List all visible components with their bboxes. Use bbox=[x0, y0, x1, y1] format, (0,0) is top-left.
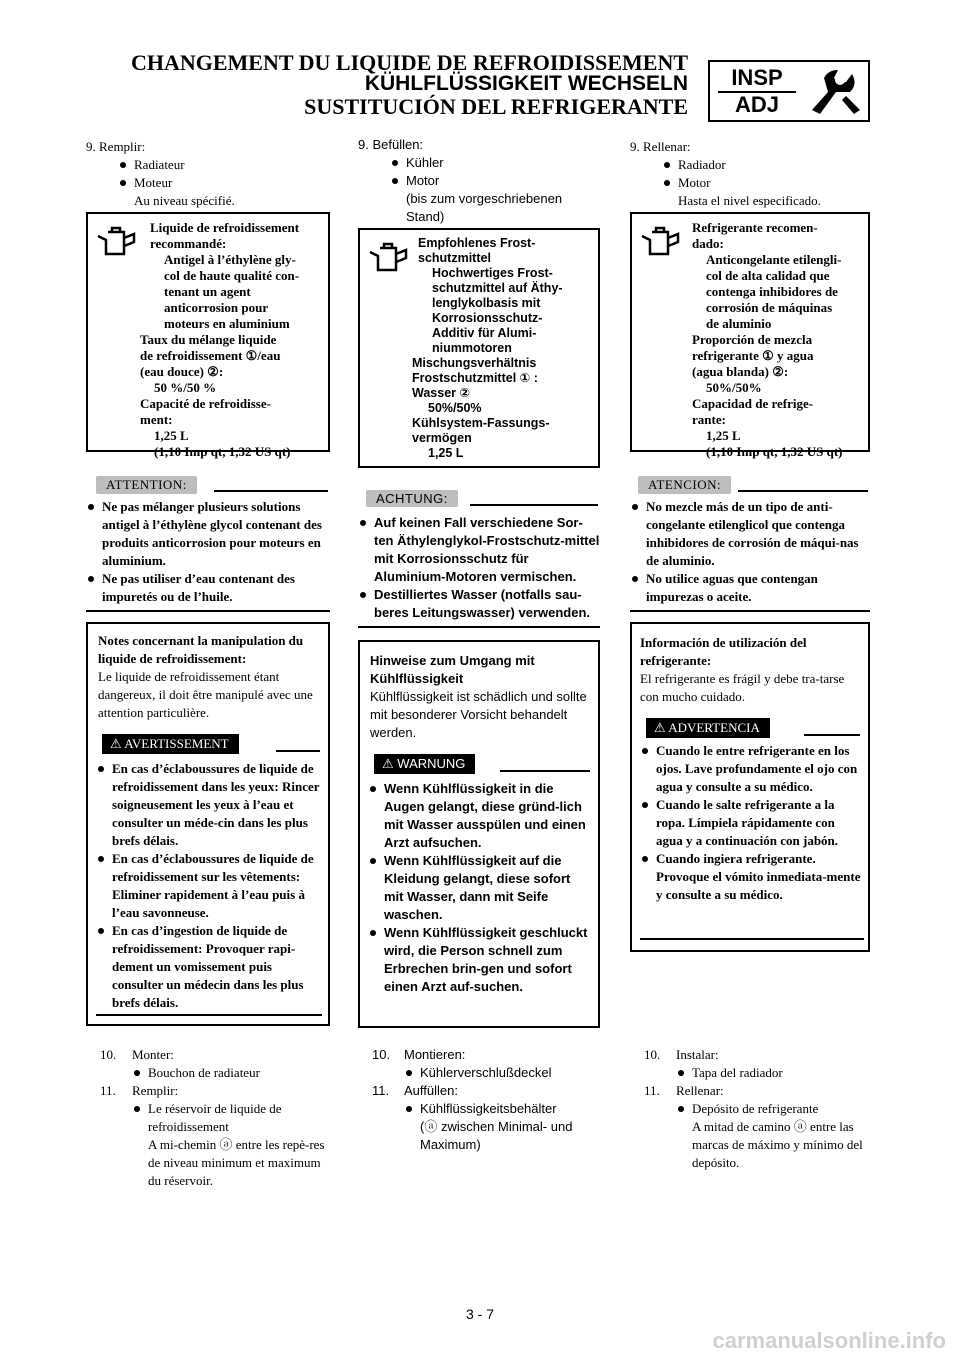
fr-notes-body: Le liquide de refroidissement étant dangereux, il doit être manipulé avec une attention particulière. bbox=[98, 669, 313, 720]
fr-warning-text: En cas d’éclaboussures de liquide de refroidissement dans les yeux: Rincer soigneusement les yeux à l’eau et consulter un méde-cin dans les plus brefs délais. En cas d’éclaboussures de liquide de refroidissement sur les vêtements: Eliminer rapidement à l’eau puis à l’eau savonneuse. En cas d’ingestion de liquide de refroidissement: Provoquer rapi-dement un vomissement puis consulter un médecin dans les plus brefs délais. bbox=[96, 760, 322, 1012]
de-caution-end-rule bbox=[358, 626, 600, 628]
fr-caution-text: Ne pas mélanger plusieurs solutions antigel à l’éthylène glycol contenant des produits anticorrosion pour moteurs en aluminium. Ne pas utiliser d’eau contenant des impuretés ou de l’huile. bbox=[86, 498, 330, 606]
es-warning-end-rule bbox=[640, 938, 864, 940]
fr-warning-label: ⚠ AVERTISSEMENT bbox=[102, 734, 239, 754]
fr-spec-text: Liquide de refroidissement recommandé: Antigel à l’éthylène gly- col de haute qualité con- tenant un agent anticorrosion pour moteurs en aluminium Taux du mélange liquide de refroidissement ①/eau (eau douce) ②: 50 %/50 % Capacité de refroidisse- ment: 1,25 L (1,10 Imp qt, 1,32 US qt) bbox=[140, 220, 300, 459]
fr-spec-box bbox=[86, 212, 330, 459]
de-notes-title: Hinweise zum Umgang mit Kühlflüssigkeit bbox=[370, 653, 535, 686]
es-caution-label: ATENCION: bbox=[638, 476, 731, 494]
es-caution-text: No mezcle más de un tipo de anti-congelante etilenglicol que contenga inhibidores de corrosión de máqui-nas de aluminio. No utilice aguas que contengan impurezas o aceite. bbox=[630, 498, 870, 606]
es-caution-rule bbox=[738, 490, 868, 492]
badge-insp: INSP bbox=[718, 66, 796, 93]
de-warning-label: ⚠ WARNUNG bbox=[374, 754, 475, 774]
title-de: KÜHLFLÜSSIGKEIT WECHSELN bbox=[364, 72, 688, 95]
fr-caution-end-rule bbox=[86, 610, 330, 612]
warning-triangle-icon: ⚠ bbox=[654, 720, 669, 735]
fr-notes-title: Notes concernant la manipulation du liquide de refroidissement: bbox=[98, 633, 304, 666]
title-es: SUSTITUCIÓN DEL REFRIGERANTE bbox=[304, 94, 688, 119]
watermark: carmanualsonline.info bbox=[712, 1328, 946, 1353]
es-steps-10-11: 10. Instalar: Tapa del radiador 11. Rellenar: Depósito de refrigerante A mitad de camino ⓐ entre las marcas de máximo y mínimo del depósito. bbox=[644, 1046, 870, 1172]
es-warning-text: Cuando le entre refrigerante en los ojos. Lave profundamente el ojo con agua y consulte a su médico. Cuando le salte refrigerante a la ropa. Límpiela rápidamente con agua y a continuación con jabón. Cuando ingiera refrigerante. Provoque el vómito inmediata-mente y consulte a su médico. bbox=[640, 742, 864, 904]
oil-can-icon bbox=[94, 222, 140, 264]
es-spec-box bbox=[630, 212, 870, 459]
oil-can-icon bbox=[366, 238, 412, 280]
oil-can-icon bbox=[638, 222, 684, 264]
es-warning-label: ⚠ ADVERTENCIA bbox=[646, 718, 770, 738]
warning-triangle-icon: ⚠ bbox=[382, 756, 398, 771]
de-caution-label: ACHTUNG: bbox=[366, 490, 458, 508]
title-fr: CHANGEMENT DU LIQUIDE DE REFROIDISSEMENT bbox=[130, 50, 688, 75]
es-notes-body: El refrigerante es frágil y debe tra-tarse con mucho cuidado. bbox=[640, 671, 845, 704]
es-notes-title: Información de utilización del refrigerante: bbox=[640, 635, 807, 668]
de-warning-rule bbox=[500, 770, 590, 772]
fr-steps-10-11: 10. Monter: Bouchon de radiateur 11. Remplir: Le réservoir de liquide de refroidissement A mi-chemin ⓐ entre les repè-res de niveau minimum et maximum du réservoir. bbox=[100, 1046, 330, 1190]
fr-notes-box bbox=[86, 622, 330, 1026]
de-notes-box bbox=[358, 640, 600, 1028]
fr-caution-rule bbox=[214, 490, 328, 492]
page-number: 3 - 7 bbox=[465, 1306, 494, 1322]
wrench-icon bbox=[806, 66, 864, 116]
badge-adj: ADJ bbox=[734, 92, 779, 117]
fr-step9: 9. Remplir: Radiateur Moteur Au niveau spécifié. bbox=[86, 138, 330, 210]
de-warning-text: Wenn Kühlflüssigkeit in die Augen gelangt, diese gründ-lich mit Wasser ausspülen und einen Arzt aufsuchen. Wenn Kühlflüssigkeit auf die Kleidung gelangt, diese sofort mit Wasser, dann mit Seife waschen. Wenn Kühlflüssigkeit geschluckt wird, die Person schnell zum Erbrechen brin-gen und sofort einen Arzt auf-suchen. bbox=[368, 780, 592, 996]
fr-warning-rule bbox=[276, 750, 320, 752]
es-caution-end-rule bbox=[630, 610, 870, 612]
es-notes-box bbox=[630, 622, 870, 952]
es-step9: 9. Rellenar: Radiador Motor Hasta el nivel especificado. bbox=[630, 138, 870, 210]
de-caution-text: Auf keinen Fall verschiedene Sor-ten Äthylenglykol-Frostschutz-mittel mit Korrosionsschutz für Aluminium-Motoren vermischen. Destilliertes Wasser (notfalls sau-beres Leitungswasser) verwenden. bbox=[358, 514, 600, 622]
de-spec-box bbox=[358, 228, 600, 468]
insp-adj-badge bbox=[708, 60, 870, 122]
warning-triangle-icon: ⚠ bbox=[110, 736, 125, 751]
de-spec-text: Empfohlenes Frost- schutzmittel Hochwertiges Frost- schutzmittel auf Äthy- lenglykolbasis mit Korrosionsschutz- Additiv für Alumi- niummotoren Mischungsverhältnis Frostschutzmittel ① : Wasser ② 50%/50% Kühlsystem-Fassungs- vermögen 1,25 L bbox=[412, 236, 563, 460]
de-notes-body: Kühlflüssigkeit ist schädlich und sollte mit besonderer Vorsicht behandelt werden. bbox=[370, 689, 587, 740]
es-warning-rule bbox=[804, 734, 860, 736]
fr-caution-label: ATTENTION: bbox=[96, 476, 197, 494]
de-step9: 9. Befüllen: Kühler Motor (bis zum vorgeschriebenen Stand) bbox=[358, 136, 600, 226]
de-steps-10-11: 10. Montieren: Kühlerverschlußdeckel 11. Auffüllen: Kühlflüssigkeitsbehälter (ⓐ zwischen Minimal- und Maximum) bbox=[372, 1046, 600, 1154]
es-spec-text: Refrigerante recomen- dado: Anticongelante etilengli- col de alta calidad que contenga inhibidores de corrosión de máquinas de aluminio Proporción de mezcla refrigerante ① y agua (agua blanda) ②: 50%/50% Capacidad de refrige- rante: 1,25 L (1,10 Imp qt, 1,32 US qt) bbox=[692, 220, 843, 459]
fr-warning-end-rule bbox=[96, 1014, 322, 1016]
de-caution-rule bbox=[470, 504, 598, 506]
